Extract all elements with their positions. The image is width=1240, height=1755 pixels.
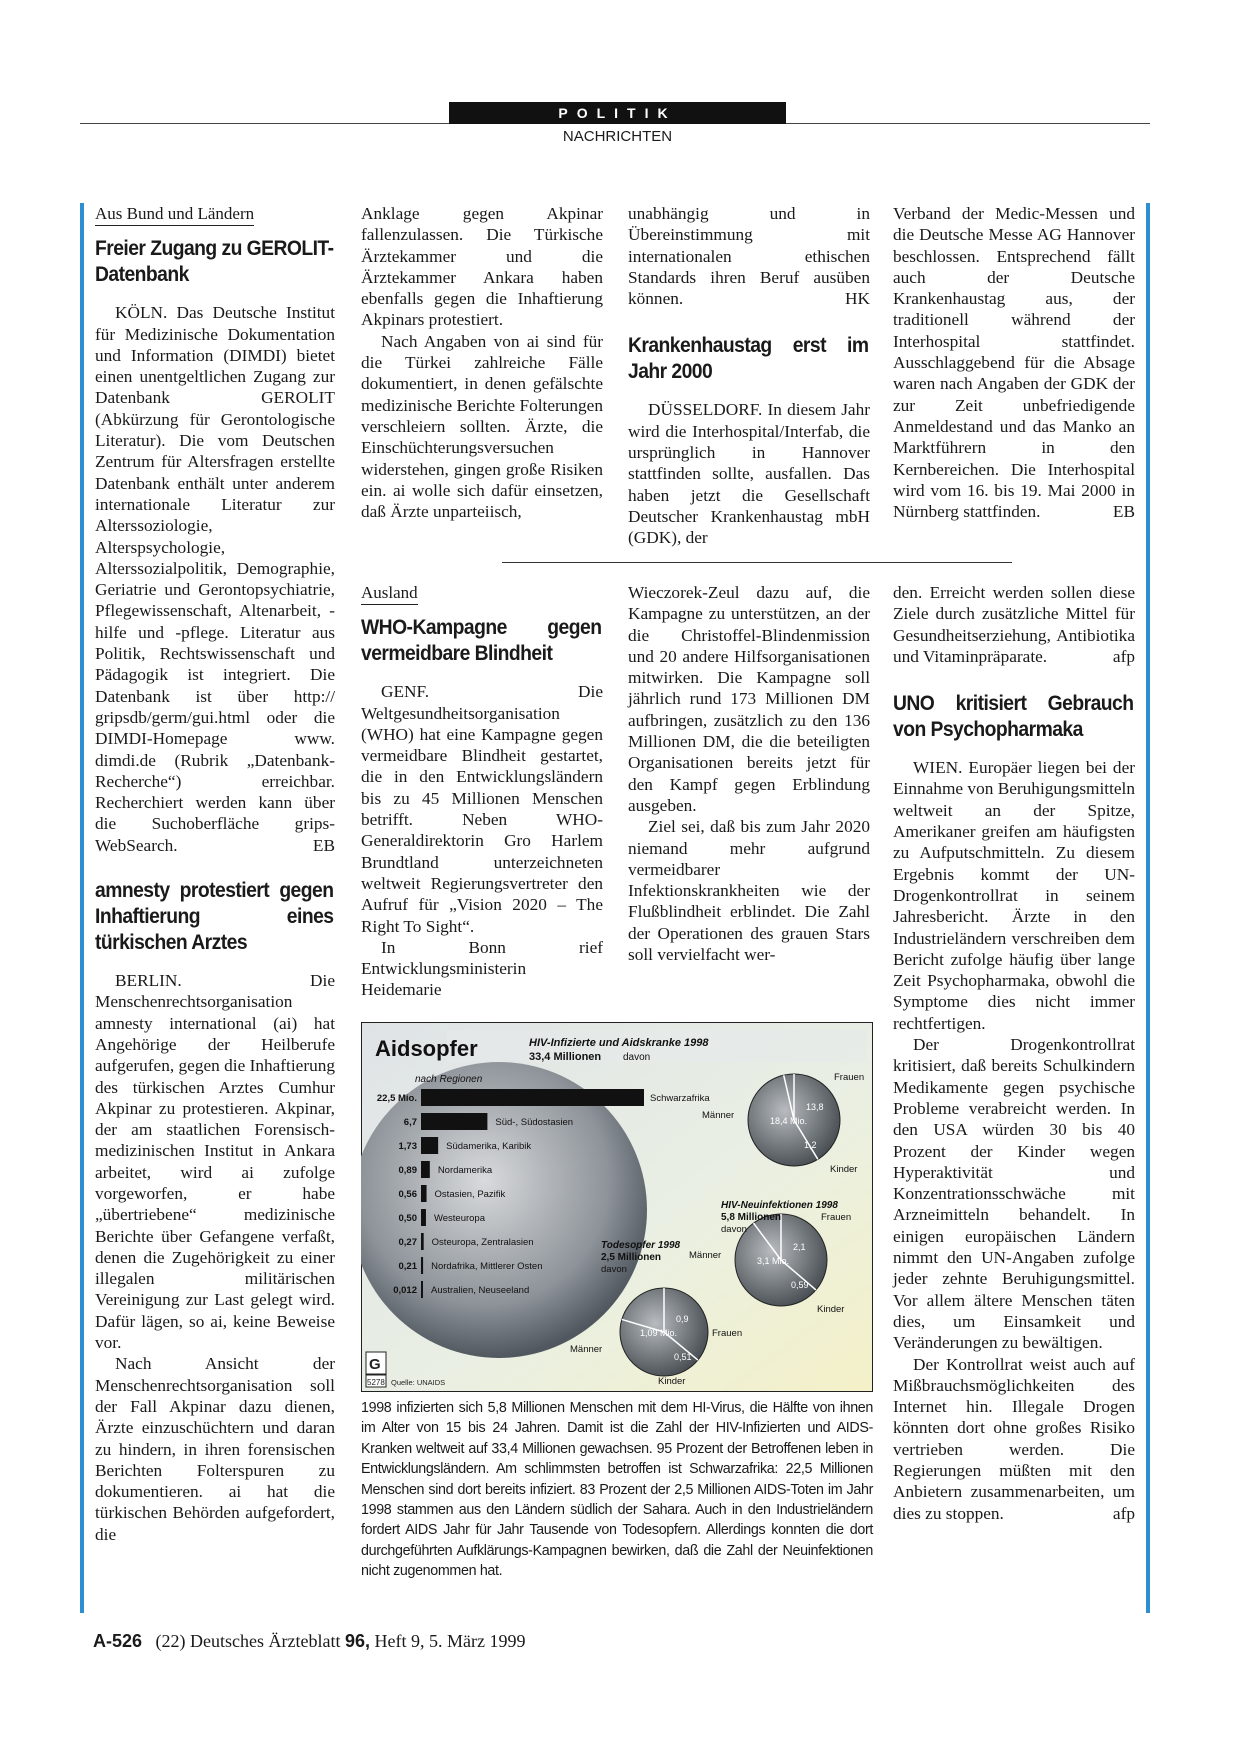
bar-2	[421, 1137, 438, 1154]
right-margin-bar	[1146, 203, 1150, 1613]
section-divider	[502, 562, 1012, 563]
bar-value-8: 0,012	[393, 1285, 417, 1296]
bar-label-7: Nordafrika, Mittlerer Osten	[431, 1261, 543, 1272]
article-who-p5: den. Erreicht werden sollen diese Ziele durch zusätzliche Mittel für Gesundheitserziehung, Antibiotika und Vitaminpräparate. afp	[893, 583, 1135, 666]
bar-label-0: Schwarzafrika	[650, 1093, 710, 1104]
aids-infographic	[361, 1022, 873, 1392]
bar-3	[421, 1161, 430, 1178]
pie-0-legend-2: Kinder	[830, 1164, 858, 1175]
rubric-ausland: Ausland	[361, 582, 418, 605]
bar-label-8: Australien, Neuseeland	[431, 1285, 530, 1296]
article-who-p2: In Bonn rief Entwicklungsministerin Heidemarie	[361, 937, 603, 1000]
deaths-title: Todesopfer 1998	[601, 1240, 681, 1251]
bar-1	[421, 1113, 487, 1130]
subsection-label: NACHRICHTEN	[562, 128, 673, 145]
pie-2-value-0: 0,9	[676, 1314, 689, 1324]
bar-value-1: 6,7	[403, 1117, 417, 1128]
deaths-total: 2,5 Millionen	[601, 1252, 662, 1263]
figure-subtitle: HIV-Infizierte und Aidskranke 1998	[529, 1037, 709, 1049]
article-amnesty-p1: BERLIN. Die Menschenrechtsorganisation amnesty international (ai) hat Angehörige der Heilberufe aufgerufen, gegen die Inhaftierung des türkischen Arztes Cumhur Akpinar zu protestieren. Akpinar, der am staatlichen Forensisch-medizinischen Institut in Ankara arbeitet, wird ai zufolge vorgeworfen, er habe „übertriebene“ medizinische Berichte über Gefangene verfaßt, denen die Zugehörigkeit zu einer illegalen militärischen Vereinigung zur Last gelegt wird. Dafür lägen, so ai, keine Beweise vor.	[95, 971, 335, 1353]
pie-1-value-1: 3,1 Mio.	[757, 1256, 790, 1266]
signature: HK	[845, 289, 870, 309]
new-infections-total: 5,8 Millionen	[721, 1212, 782, 1223]
pie-2-legend-0: Frauen	[712, 1328, 743, 1339]
regions-label: nach Regionen	[415, 1074, 483, 1085]
bar-label-4: Ostasien, Pazifik	[434, 1189, 506, 1200]
column-1	[95, 203, 335, 1545]
left-margin-bar	[80, 203, 84, 1613]
bar-6	[421, 1233, 424, 1250]
signature: afp	[1112, 646, 1135, 666]
dpa-logo: G	[369, 1356, 381, 1373]
bar-value-6: 0,27	[398, 1237, 417, 1248]
bar-value-3: 0,89	[398, 1165, 417, 1176]
signature: EB	[312, 835, 335, 855]
graphic-code: 5278	[367, 1378, 385, 1387]
article-who-p3: Wieczorek-Zeul dazu auf, die Kampagne zu unterstützen, an der die Christoffel-Blindenmission und 20 andere Hilfsorganisationen mitwirken. Die Kampagne soll jährlich rund 173 Millionen DM aufbringen, zusätzlich zu den 136 Millionen DM, die die beteiligten Organisationen bereits jetzt für den Kampf gegen Erblindung ausgeben.	[628, 583, 870, 815]
bar-value-7: 0,21	[398, 1261, 417, 1272]
pie-1-legend-2: Kinder	[817, 1304, 845, 1315]
column-2-top	[361, 203, 603, 522]
pie-2-value-2: 0,51	[674, 1352, 692, 1362]
bar-7	[421, 1257, 423, 1274]
figure-caption: 1998 infizierten sich 5,8 Millionen Menschen mit dem HI-Virus, die Hälfte von ihnen im Alter von 15 bis 24 Jahren. Damit ist die Zahl der HIV-Infizierten und AIDS-Kranken weltweit auf 33,4 Millionen gewachsen. 95 Prozent der Betroffenen leben in Entwicklungsländern. Am schlimmsten betroffen ist Schwarzafrika: 22,5 Millionen Menschen sind dort bereits infiziert. 83 Prozent der 2,5 Millionen AIDS-Toten im Jahr 1998 stammen aus den Ländern südlich der Sahara. Auch in den Industrieländern fordert AIDS Jahr für Jahr Tausende von Todesopfern. Allerdings konnten die dort durchgeführten Aufklärungs-Kampagnen bewirken, daß die Zahl der Neuinfektionen nicht zugenommen hat.	[361, 1400, 873, 1580]
figure-total: 33,4 Millionen	[529, 1051, 602, 1063]
bar-label-3: Nordamerika	[437, 1165, 493, 1176]
headline-krankenhaustag: Krankenhaustag erst im Jahr 2000	[628, 334, 869, 384]
footer-volume: 96,	[344, 1631, 370, 1651]
bar-label-2: Südamerika, Karibik	[446, 1141, 532, 1152]
figure-davon: davon	[623, 1052, 651, 1063]
pie-2-value-1: 1,09 Mio.	[640, 1328, 678, 1338]
article-gerolit-body: KÖLN. Das Deutsche Institut für Medizinische Dokumentation und Information (DIMDI) bietet einen unentgeltlichen Zugang zur Datenbank GEROLIT (Abkürzung für Gerontologische Literatur). Die vom Deutschen Zentrum für Altersfragen erstellte Datenbank enthält unter anderem internationale Literatur zur Alterssoziologie, Alterspsychologie, Alterssozialpolitik, Demographie, Geriatrie und Gerontopsychiatrie, Pflegewissenschaft, Altenarbeit, -hilfe und -pflege. Literatur aus Politik, Rechtswissenschaft und Pädagogik ist integriert. Die Datenbank ist über http:// gripsdb/germ/gui.html oder die DIMDI-Homepage www. dimdi.de (Rubrik „Datenbank-Recherche“) erreichbar. Recherchiert werden kann über die Suchoberfläche grips-WebSearch. EB	[95, 303, 335, 855]
page-number: A-526	[93, 1631, 143, 1651]
pie-1-legend-0: Frauen	[821, 1212, 852, 1223]
pie-1-value-2: 0,59	[791, 1280, 809, 1290]
column-4-top	[893, 203, 1135, 522]
article-who-p4: Ziel sei, daß bis zum Jahr 2020 niemand mehr aufgrund vermeidbarer Infektionskrankheiten wie der Flußblindheit erblindet. Die Zahl der Operationen des grauen Stars soll vervielfacht wer-	[628, 817, 870, 965]
bar-value-0: 22,5 Mio.	[376, 1093, 417, 1104]
headline-gerolit: Freier Zugang zu GEROLIT-Datenbank	[95, 237, 334, 287]
pie-0-value-2: 1,2	[804, 1140, 817, 1150]
article-amnesty-p3: Anklage gegen Akpinar fallenzulassen. Die Türkische Ärztekammer und die Ärztekammer Ankara haben ebenfalls gegen die Inhaftierung Akpinars protestiert.	[361, 204, 603, 330]
bar-value-5: 0,50	[398, 1213, 417, 1224]
article-krankenhaustag-p2: Verband der Medic-Messen und die Deutsche Messe AG Hannover beschlossen. Entsprechend fällt auch der Deutsche Krankenhaustag aus, der traditionell während der Interhospital stattfindet. Ausschlaggebend für die Absage waren nach Angaben der GDK der zur Zeit unbefriedigende Anmeldestand und das Manko an Marktführern in den Kernbereichen. Die Interhospital wird vom 16. bis 19. Mai 2000 in Nürnberg stattfinden. EB	[893, 204, 1135, 522]
new-infections-title: HIV-Neuinfektionen 1998	[721, 1200, 838, 1211]
new-infections-davon: davon	[721, 1224, 747, 1235]
pie-1-legend-1: Männer	[689, 1250, 722, 1261]
pie-0-value-0: 13,8	[806, 1102, 824, 1112]
section-label: POLITIK	[449, 102, 786, 124]
pie-0-legend-1: Männer	[702, 1110, 735, 1121]
bar-label-1: Süd-, Südostasien	[495, 1117, 574, 1128]
bar-8	[421, 1281, 423, 1298]
headline-uno: UNO kritisiert Gebrauch von Psychopharmaka	[893, 692, 1134, 742]
globe-graphic	[361, 1062, 647, 1358]
pie-0-legend-0: Frauen	[834, 1072, 865, 1083]
pie-0-value-1: 18,4 Mio.	[770, 1116, 808, 1126]
article-amnesty-p2: Nach Ansicht der Menschenrechtsorganisation soll der Fall Akpinar dazu dienen, Ärzte einzuschüchtern und daran zu hindern, in ihren forensischen Berichten Folterspuren zu dokumentieren. ai hat die türkischen Behörden aufgefordert, die	[95, 1354, 335, 1544]
footer-issue: Heft 9, 5. März 1999	[370, 1631, 526, 1651]
article-uno-p1: WIEN. Europäer liegen bei der Einnahme von Beruhigungsmitteln weltweit an der Spitze, Amerikaner greifen am häufigsten zu Aufputschmitteln. Zu diesem Ergebnis kommt der UN-Drogenkontrollrat in seinem Jahresbericht. Ärzte in den Industrieländern verschreiben dem Bericht zufolge häufig über lange Zeit Psychopharmaka, obwohl die Symptome dies nicht immer rechtfertigen.	[893, 758, 1135, 1033]
bar-label-5: Westeuropa	[433, 1213, 486, 1224]
bar-4	[421, 1185, 427, 1202]
headline-amnesty: amnesty protestiert gegen Inhaftierung eines türkischen Arztes	[95, 879, 334, 955]
article-amnesty-p5: unabhängig und in Übereinstimmung mit internationalen ethischen Standards ihren Beruf ausüben können. HK	[628, 204, 870, 309]
pie-1-value-0: 2,1	[793, 1242, 806, 1252]
deaths-davon: davon	[601, 1264, 627, 1275]
article-krankenhaustag-p1: DÜSSELDORF. In diesem Jahr wird die Interhospital/Interfab, die ursprünglich in Hannover stattfinden sollte, ausfallen. Das haben jetzt die Gesellschaft Deutscher Krankenhaustag mbH (GDK), der	[628, 400, 870, 548]
rubric-bund-laender: Aus Bund und Ländern	[95, 203, 254, 226]
footer-journal: (22) Deutsches Ärzteblatt	[155, 1631, 345, 1651]
bar-value-4: 0,56	[398, 1189, 417, 1200]
figure-source: Quelle: UNAIDS	[391, 1378, 446, 1387]
bar-0	[421, 1089, 644, 1106]
article-uno-p3: Der Kontrollrat weist auch auf Mißbrauchsmöglichkeiten des Internet hin. Illegale Drogen könnten dort ohne großes Risiko vertrieben werden. Die Regierungen müßten mit den Anbietern zusammenarbeiten, um dies zu stoppen. afp	[893, 1354, 1135, 1523]
article-amnesty-p4: Nach Angaben von ai sind für die Türkei zahlreiche Fälle dokumentiert, in denen gefälschte medizinische Berichte Folterungen verschleiern sollten. Ärzte, die Einschüchterungsversuchen widerstehen, gingen große Risiken ein. ai wolle sich dafür einsetzen, daß Ärzte unparteiisch,	[361, 331, 603, 522]
column-2-bottom	[361, 582, 603, 1001]
pie-2-legend-1: Männer	[570, 1344, 603, 1355]
column-3-bottom	[628, 582, 870, 965]
column-3-top	[628, 203, 870, 549]
aids-chart-svg	[361, 1022, 873, 1392]
page-footer	[93, 1631, 525, 1652]
pie-2-legend-2: Kinder	[658, 1376, 686, 1387]
figure-title: Aidsopfer	[375, 1036, 478, 1061]
signature: EB	[1112, 502, 1135, 522]
bar-label-6: Osteuropa, Zentralasien	[431, 1237, 534, 1248]
column-4-bottom	[893, 582, 1135, 1524]
bar-value-2: 1,73	[398, 1141, 417, 1152]
bar-5	[421, 1209, 426, 1226]
article-who-p1: GENF. Die Weltgesundheitsorganisation (WHO) hat eine Kampagne gegen vermeidbare Blindheit gestartet, die in den Entwicklungsländern bis zu 45 Millionen Menschen betrifft. Neben WHO-Generaldirektorin Gro Harlem Brundtland unterzeichneten weltweit Regierungsvertreter den Aufruf für „Vision 2020 – The Right To Sight“.	[361, 682, 603, 936]
signature: afp	[1112, 1503, 1135, 1523]
headline-who: WHO-Kampagne gegen vermeidbare Blindheit	[361, 616, 602, 666]
article-uno-p2: Der Drogenkontrollrat kritisiert, daß bereits Schulkindern Medikamente gegen psychische Probleme verabreicht werden. In den USA würden 30 bis 40 Prozent der Kinder wegen Hyperaktivität und Konzentrationsschwäche mit Arzneimitteln behandelt. In einigen europäischen Ländern nimmt den UN-Angaben zufolge jeder zehnte Beruhigungsmittel. Vor allem ältere Menschen täten dies, um Einsamkeit und Veränderungen zu bewältigen.	[893, 1035, 1135, 1353]
